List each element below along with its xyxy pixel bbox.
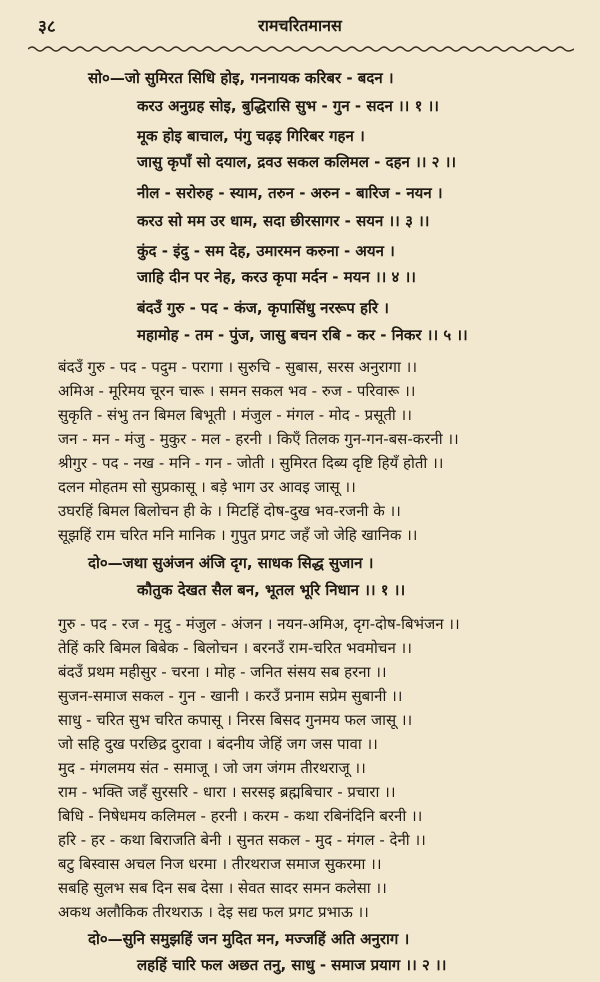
chaupai-line: सूझहिं राम चरित मनि मानिक । गुपुत प्रगट जहँ जो जेहि खानिक ।।: [58, 526, 418, 544]
running-title: रामचरितमानस: [258, 16, 342, 35]
doha-line: लहहिं चारि फल अछत तनु, साधु - समाज प्रयाग ।। २ ।।: [137, 956, 447, 974]
chaupai-line: श्रीगुर - पद - नख - मनि - गन - जोती । सुमिरत दिब्य दृष्टि हियँ होती ।।: [58, 454, 444, 472]
chaupai-line: तेहिं करि बिमल बिबेक - बिलोचन । बरनउँ राम-चरित भवमोचन ।।: [58, 639, 412, 657]
page-header: [0, 14, 600, 38]
soratha-line: करउ सो मम उर धाम, सदा छीरसागर - सयन ।। ३ ।।: [137, 212, 430, 230]
chaupai-line: अकथ अलौकिक तीरथराऊ । देइ सद्य फल प्रगट प्रभाऊ ।।: [58, 903, 369, 921]
soratha-line: बंदउँ गुरु - पद - कंज, कृपासिंधु नररूप हरि ।: [137, 299, 389, 317]
soratha-line: कुंद - इंदु - सम देह, उमारमन करुना - अयन ।: [137, 242, 395, 260]
chaupai-line: बिधि - निषेधमय कलिमल - हरनी । करम - कथा रबिनंदिनि बरनी ।।: [58, 807, 423, 825]
header-ornamental-rule: [28, 44, 574, 54]
chaupai-line: बंदउँ प्रथम महीसुर - चरना । मोह - जनित संसय सब हरना ।।: [58, 663, 387, 681]
chaupai-line: सबहि सुलभ सब दिन सब देसा । सेवत सादर समन कलेसा ।।: [58, 879, 387, 897]
chaupai-line: हरि - हर - कथा बिराजति बेनी । सुनत सकल - मुद - मंगल - देनी ।।: [58, 831, 426, 849]
chaupai-line: जन - मन - मंजु - मुकुर - मल - हरनी । किएँ तिलक गुन-गन-बस-करनी ।।: [58, 430, 459, 448]
chaupai-line: बटु बिस्वास अचल निज धरमा । तीरथराज समाज सुकरमा ।।: [58, 855, 382, 873]
soratha-line: मूक होइ बाचाल, पंगु चढ़इ गिरिबर गहन ।: [137, 127, 365, 145]
chaupai-line: अमिअ - मूरिमय चूरन चारू । समन सकल भव - रुज - परिवारू ।।: [58, 382, 416, 400]
soratha-line: करउ अनुग्रह सोइ, बुद्धिरासि सुभ - गुन - सदन ।। १ ।।: [137, 97, 439, 115]
chaupai-line: उघरहिं बिमल बिलोचन ही के । मिटहिं दोष-दुख भव-रजनी के ।।: [58, 502, 401, 520]
soratha-line: महामोह - तम - पुंज, जासु बचन रबि - कर - निकर ।। ५ ।।: [137, 326, 468, 344]
soratha-line: जासु कृपाँ सो दयाल, द्रवउ सकल कलिमल - दहन ।। २ ।।: [137, 153, 457, 171]
soratha-line: जाहि दीन पर नेह, करउ कृपा मर्दन - मयन ।। ४ ।।: [137, 268, 416, 286]
chaupai-line: बंदउँ गुरु - पद - पदुम - परागा । सुरुचि - सुबास, सरस अनुरागा ।।: [58, 358, 418, 376]
chaupai-line: सुकृति - संभु तन बिमल बिभूती । मंजुल - मंगल - मोद - प्रसूती ।।: [58, 406, 412, 424]
doha-line: दो०—जथा सुअंजन अंजि दृग, साधक सिद्ध सुजान ।: [88, 554, 374, 572]
chaupai-line: गुरु - पद - रज - मृदु - मंजुल - अंजन । नयन-अमिअ, दृग-दोष-बिभंजन ।।: [58, 615, 460, 633]
chaupai-line: मुद - मंगलमय संत - समाजू । जो जग जंगम तीरथराजू ।।: [58, 759, 366, 777]
soratha-line: सो०—जो सुमिरत सिधि होइ, गननायक करिबर - बदन ।: [88, 69, 394, 87]
chaupai-line: दलन मोहतम सो सुप्रकासू । बड़े भाग उर आवइ जासू ।।: [58, 478, 356, 496]
chaupai-line: सुजन-समाज सकल - गुन - खानी । करउँ प्रनाम सप्रेम सुबानी ।।: [58, 687, 403, 705]
chaupai-line: जो सहि दुख परछिद्र दुरावा । बंदनीय जेहिं जग जस पावा ।।: [58, 735, 378, 753]
chaupai-line: राम - भक्ति जहँ सुरसरि - धारा । सरसइ ब्रह्मबिचार - प्रचारा ।।: [58, 783, 396, 801]
doha-line: कौतुक देखत सैल बन, भूतल भूरि निधान ।। १ ।।: [137, 581, 406, 599]
soratha-line: नील - सरोरुह - स्याम, तरुन - अरुन - बारिज - नयन ।: [137, 184, 443, 202]
doha-line: दो०—सुनि समुझहिं जन मुदित मन, मज्जहिं अति अनुराग ।: [88, 930, 410, 948]
chaupai-line: साधु - चरित सुभ चरित कपासू । निरस बिसद गुनमय फल जासू ।।: [58, 711, 413, 729]
page-number: ३८: [38, 17, 56, 37]
